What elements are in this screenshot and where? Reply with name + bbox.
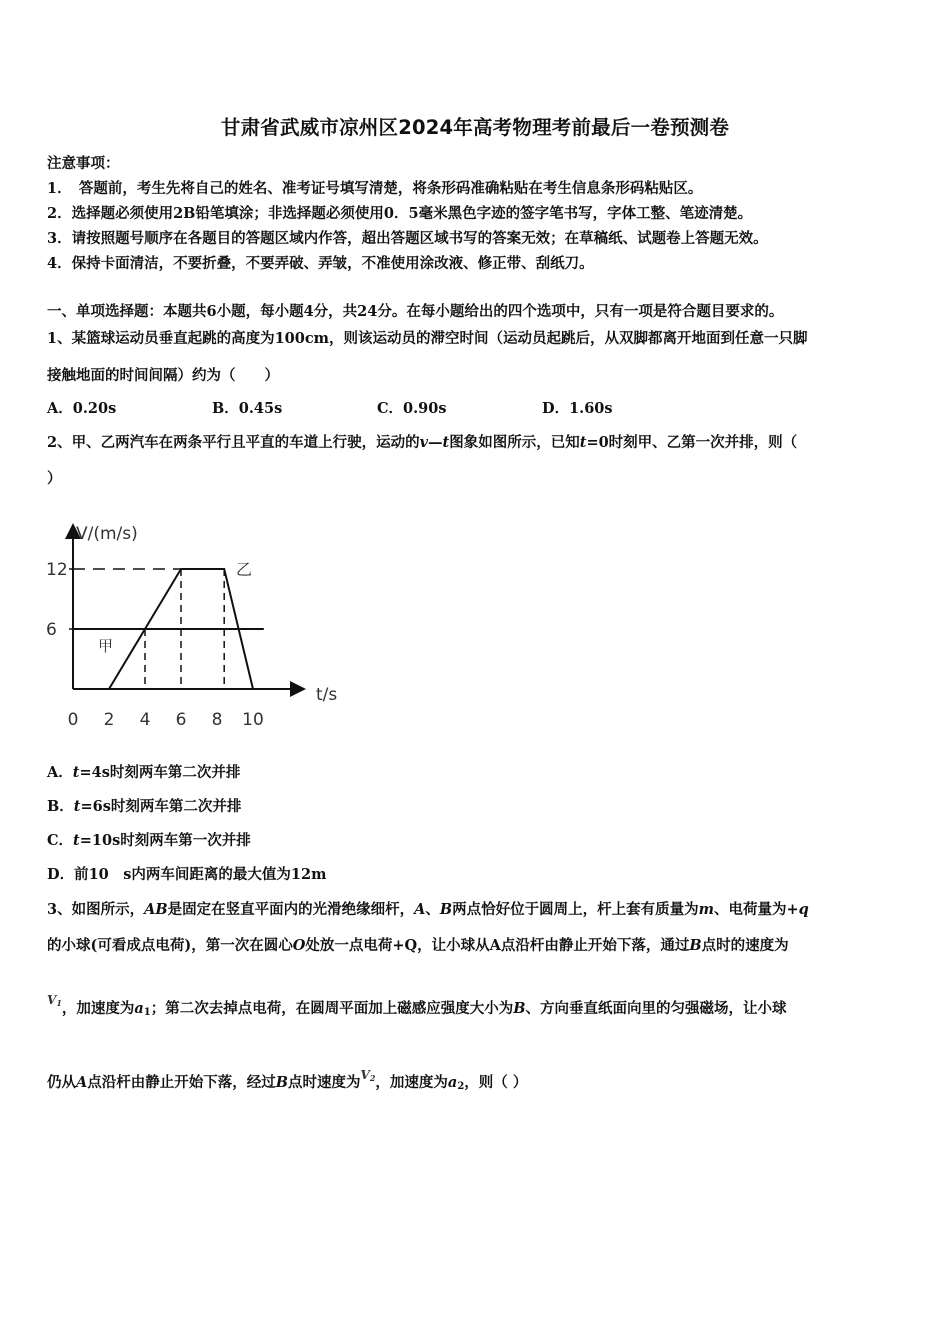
q1-option-b: B．0.45s	[212, 400, 283, 417]
notice-item: 4．保持卡面清洁，不要折叠，不要弄破、弄皱，不准使用涂改液、修正带、刮纸刀。	[47, 255, 594, 272]
x-tick-label: 8	[211, 710, 223, 730]
section-heading: 一、单项选择题：本题共6小题，每小题4分，共24分。在每小题给出的四个选项中，只有一项是符合题目要求的。	[47, 303, 784, 320]
question-2-line: 2、甲、乙两汽车在两条平行且平直的车道上行驶，运动的v—t图象如图所示，已知t=0时刻甲、乙第一次并排，则（	[47, 434, 798, 451]
question-3-line: 仍从A点沿杆由静止开始下落，经过B点时速度为$^{V_2}$，加速度为$a_2$，则（ ）	[47, 1068, 528, 1092]
question-2-line: ）	[47, 470, 62, 487]
series-label-yi: 乙	[236, 560, 253, 579]
question-1-line: 1、某篮球运动员垂直起跳的高度为100cm，则该运动员的滞空时间（运动员起跳后，从双脚都离开地面到任意一只脚	[47, 330, 808, 347]
notice-heading: 注意事项：	[47, 155, 120, 172]
y-tick-label: 12	[46, 560, 68, 580]
q2-option-b: B．t=6s时刻两车第二次并排	[47, 798, 242, 815]
question-3-line: 的小球(可看成点电荷)，第一次在圆心O处放一点电荷+Q，让小球从A点沿杆由静止开始下落，通过B点时的速度为	[47, 937, 789, 954]
vt-chart	[40, 515, 360, 740]
q2-option-d: D．前10 s内两车间距离的最大值为12m	[47, 866, 327, 883]
series-label-jia: 甲	[98, 637, 114, 655]
x-tick-label: 10	[242, 710, 264, 730]
question-3-line: 3、如图所示，AB是固定在竖直平面内的光滑绝缘细杆，A、B两点恰好位于圆周上，杆上套有质量为m、电荷量为+q	[47, 901, 809, 918]
y-axis-label: V/(m/s)	[76, 524, 138, 544]
q2-option-a: A．t=4s时刻两车第二次并排	[47, 764, 241, 781]
notice-item: 3．请按照题号顺序在各题目的答题区域内作答，超出答题区域书写的答案无效；在草稿纸、试题卷上答题无效。	[47, 230, 768, 247]
notice-item: 2．选择题必须使用2B铅笔填涂；非选择题必须使用0．5毫米黑色字迹的签字笔书写，字体工整、笔迹清楚。	[47, 205, 753, 222]
page-title: 甘肃省武威市凉州区2024年高考物理考前最后一卷预测卷	[220, 116, 730, 139]
x-tick-label: 6	[175, 710, 187, 730]
x-tick-label: 4	[139, 710, 151, 730]
q1-option-a: A．0.20s	[47, 400, 117, 417]
x-tick-label: 2	[103, 710, 115, 730]
q1-option-c: C．0.90s	[377, 400, 447, 417]
question-1-line: 接触地面的时间间隔）约为（ ）	[47, 367, 279, 384]
question-3-line: $^{V_1}$，加速度为$a_1$；第二次去掉点电荷，在圆周平面加上磁感应强度大小为B、方向垂直纸面向里的匀强磁场，让小球	[47, 993, 787, 1018]
x-axis-label: t/s	[316, 685, 338, 705]
q1-option-d: D．1.60s	[542, 400, 613, 417]
y-tick-label: 6	[46, 620, 57, 640]
q2-option-c: C．t=10s时刻两车第一次并排	[47, 832, 251, 849]
x-tick-label: 0	[67, 710, 79, 730]
notice-item: 1． 答题前，考生先将自己的姓名、准考证号填写清楚，将条形码准确粘贴在考生信息条形码粘贴区。	[47, 180, 703, 197]
